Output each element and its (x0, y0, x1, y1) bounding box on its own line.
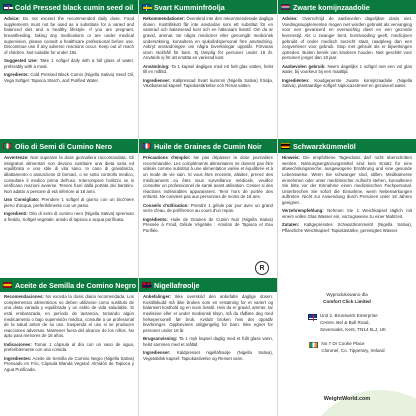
ingredients-label: Ingredients: (4, 71, 29, 77)
uk-flag-icon (308, 314, 317, 320)
advice-text: Ne pas dépasser la dose journalière recommandée. Les compléments alimentaires ne doivent pas être utilisés comme substitut à une alimentation variée et équilibrée et à un mode de vie sain. Si vous êtes enceinte, allaitez, prenez des médicaments ou êtes sous surveillance médicale, veuillez consulter un professionnel de santé avant utilisation. Cesser si des réactions indésirables apparaissent. Tenir hors de portée des enfants. Ne convient pas aux personnes de moins de 18 ans. (143, 155, 274, 200)
usage-text: Take 1 softgel daily with a full glass of water, preferably with a meal. (4, 58, 134, 69)
section-dutch (278, 0, 416, 91)
netherlands-flag-icon (281, 4, 290, 10)
sweden-flag-icon (142, 4, 151, 10)
advice-text: Överskrid inte den rekommenderade dagliga dosen. Kosttillskott får inte användas som ett substitut för en varierad och balanserad kost och en hälsosam livsstil. Om du är gravid, ammar, tar några mediciner eller genomgår medicinsk undersökning, konsultera en sjukvårdspersonal före användning. Avbryt användningen om några biverkningar uppstår. Förvaras utom räckhåll för barn. Ej lämplig för personer under 18 år. Används ej för att ersätta en varierad kost. (143, 16, 273, 61)
advice-text: Overschrijd de aanbevolen dagelijkse dosis niet. Voedingssupplementen mogen niet worden gebruikt als vervanging voor een gevarieerd en evenwichtig dieet en een gezonde levensstijl. Als u zwanger bent, borstvoeding geeft, medicijnen gebruikt of onder medisch toezicht staat, raadpleeg dan een zorgverlener voor gebruik. Stop met gebruik als er bijwerkingen optreden. Buiten bereik van kinderen houden. Niet geschikt voor personen jonger dan 18 jaar. (282, 16, 412, 61)
advice-label: Anbefalinger: (143, 294, 171, 299)
section-body (139, 292, 277, 361)
ingredients-label: Zutaten: (282, 222, 300, 228)
section-header (0, 278, 138, 292)
ingredients-label: Ingredientes: (4, 355, 32, 361)
ingredients-label: Ingredienti: (4, 210, 28, 216)
ingredients-text: Kaltgepresstes Schwarzkümmelöl (Nigella Sativa), Pflanzliche Weichkapsel: Tapiokastärke, gereinigtes Wasser. (282, 222, 412, 233)
manufacturer-caption: Wyprodukowano dla (326, 292, 368, 297)
address-line: Sevenoaks, Kent, TN14 5LJ, UK (319, 326, 387, 332)
advice-label: Recomendaciones: (4, 294, 44, 299)
usage-text: Neem dagelijks 1 softgel met een vol glas water, bij voorkeur bij een maaltijd. (282, 63, 412, 75)
italy-flag-icon (3, 143, 12, 149)
section-body (0, 292, 138, 373)
section-german (278, 139, 416, 236)
usage-label: Verzehrempfehlung: (282, 208, 324, 214)
ingredients-label: Ingredienser: (143, 77, 171, 83)
section-header (139, 0, 277, 14)
ingredients-label: Ingredienser: (143, 349, 171, 355)
section-body (139, 153, 277, 234)
usage-text: Ta 1 kapsel dagligen med ett helt glas vatten, helst till en måltid. (143, 63, 273, 75)
section-header (0, 139, 138, 153)
section-norwegian (139, 278, 277, 364)
usage-text: Ta 1 myk kapsel daglig med et fullt glass vann, helst sammen med et måltid. (143, 336, 273, 347)
section-italian (0, 139, 138, 225)
advice-text: Non superare la dose giornaliera raccomandata. Gli integratori alimentari non devono sostituire una dieta varia ed equilibrata e uno stile di vita sano. In caso di gravidanza, allattamento o assunzione di farmaci, o se sotto controllo medico, consultare il medico prima dell'uso. Interrompere l'utilizzo se si verificano reazioni avverse. Tenere fuori dalla portata dei bambini. Non adatto a persone di età inferiore ai 18 anni. (4, 155, 134, 194)
ireland-address (278, 341, 416, 354)
usage-text: Prendre 1 gélule par jour avec un grand verre d'eau, de préférence au cours d'un repas. (143, 202, 273, 214)
advice-label: Rekommendationer: (143, 16, 185, 21)
address-line: Unit 2, Brunswick Enterprise (319, 313, 378, 319)
section-body (0, 153, 138, 222)
address-line: Centre, Bel & Bull Road, (319, 319, 370, 325)
usage-label: Conseils d'utilisation: (143, 202, 189, 208)
manufacturer-contact (278, 278, 416, 416)
advice-text: Die empfohlene Tagesdosis darf nicht überschritten werden. Nahrungsergänzungsmittel sind kein Ersatz für eine abwechslungsreiche, ausgewogene Ernährung und eine gesunde Lebensweise. Wenn Sie schwanger sind, stillen, Medikamente einnehmen oder unter medizinischer Aufsicht stehen, konsultieren Sie bitte vor der Einnahme einen medizinischen Fachpersonal. Unterbrechen Sie sofort die Einnahme, wenn Nebenwirkungen auftreten. Nicht zur Anwendung durch Personen unter 18 Jahren geeignet. (282, 155, 412, 206)
usage-label: Suggested Use: (4, 58, 38, 64)
section-title: Zwarte komijnzaadolie (293, 2, 370, 12)
ingredients-text: Kallpressad Svart kummin (Nigella Sativa) fröolja, Växtbaserad kapsel: Tapiokastärkelse och Renat vatten. (143, 77, 273, 89)
usage-label: Uso Consigliato: (4, 197, 40, 203)
section-body (0, 14, 138, 83)
ingredients-text: Kaldpresset nigellafrøolje (Nigella Sativa), Vegetabilsk kapsel: Tapiokastivelse og Renset vann. (143, 349, 273, 361)
section-body (278, 153, 416, 234)
advice-text: No exceda la dosis diaria recomendada. Los complementos alimenticios no deben utilizarse como sustituto de una dieta variada y equilibrada y un estilo de vida saludable. Si está embarazada, en período de lactancia, tomando algún medicamento o bajo supervisión médica, consulte a un profesional de la salud antes de su uso. Suspenda el uso si se producen reacciones adversas. Mantener fuera del alcance de los niños. No apto para menores de 18 años. (4, 294, 134, 339)
advice-text: Ikke overskrid den anbefalte daglige dosen. Kosttilskudd må ikke brukes som en erstatning for et variert og balansert kosthold og en sunn livsstil. Hvis du er gravid, ammer, tar medisiner eller er under medisinsk tilsyn, må du rådføre deg med helsepersonell før bruk. Avslutt bruken hvis det oppstår bivirkninger. Oppbevares utilgjengelig for barn. Ikke egnet for personer under 18 år. (143, 294, 273, 333)
ireland-flag-icon (309, 342, 318, 348)
usage-text: Tomar 1 cápsula al día con un vaso de agua, preferiblemente con una comida. (4, 341, 134, 353)
uk-address (278, 313, 416, 333)
advice-label: Hinweis: (282, 155, 300, 160)
usage-text: Nehmen Sie 1 Weichkapsel täglich mit einem vollen Glas Wasser ein, vorzugsweise zu einer Mahlzeit. (282, 208, 412, 219)
badge-letter: R (259, 264, 265, 272)
section-title: Schwarzkümmelöl (293, 141, 356, 151)
advice-label: Précautions d'emploi: (143, 155, 191, 160)
section-title: Nigellafrøolje (154, 280, 200, 290)
section-header (139, 278, 277, 292)
usage-label: Aanbevolen gebruik: (282, 63, 326, 69)
section-title: Huile de Graines de Cumin Noir (154, 141, 262, 151)
usage-label: Användning: (143, 63, 170, 69)
ingredients-text: Koudgeperste zwarte komijnzaadolie (Nigella Sativa), plantaardige softgel: tapiocazetmeel en gezuiverd water. (282, 77, 412, 89)
spain-flag-icon (3, 282, 12, 288)
usage-label: Indicaciones: (4, 341, 32, 347)
section-body (139, 14, 277, 89)
company-name: Comfort Click Limited (323, 298, 371, 304)
norway-flag-icon (142, 282, 151, 288)
section-header (278, 0, 416, 14)
germany-flag-icon (281, 143, 290, 149)
address-line: No 7 Dr Cooke Place (321, 341, 365, 347)
section-spanish (0, 278, 138, 375)
advice-label: Avvertenze: (4, 155, 29, 160)
ingredients-label: Ingrediënten: (282, 77, 310, 83)
section-swedish (139, 0, 277, 91)
section-french (139, 139, 277, 278)
usage-text: Prendere 1 softgel al giorno con un bicchiere pieno d'acqua, preferibilmente con un pasto. (4, 197, 134, 208)
section-header (0, 0, 138, 14)
recycling-badge-icon (255, 261, 269, 275)
website-link[interactable]: WeightWorld.com (323, 396, 371, 402)
section-title: Olio di Semi di Cumino Nero (15, 141, 113, 151)
france-flag-icon (142, 143, 151, 149)
ingredients-text: Aceite de Semilla de Comino Negro (Nigella Sativa) Prensado en Frío, Cápsula Blanda Vegetal: Almidón de Tapioca y Agua Purificada. (4, 355, 134, 372)
section-title: Cold Pressed black cumin seed oil (15, 2, 134, 12)
advice-text: Do not exceed the recommended daily dose. Food supplements must not be used as a substitute for a varied and balanced diet and a healthy lifestyle. If you are pregnant, breastfeeding, taking any medications or are under medical supervision, please consult a healthcare professional before use. Discontinue use if any adverse reactions occur. Keep out of reach of children. Not suitable for under 18s. (4, 16, 134, 55)
address-line: Clonmel, Co. Tipperary, Ireland (321, 347, 385, 353)
section-title: Aceite de Semilla de Comino Negro (15, 280, 137, 290)
uk-flag-icon (3, 4, 12, 10)
section-body (278, 14, 416, 89)
section-title: Svart Kumminfröolja (154, 2, 225, 12)
ingredients-text: Cold Pressed Black Cumin (Nigella Sativa) Seed Oil, Vega Softgel: Tapioca Starch, and Purified Water. (4, 71, 134, 83)
section-english (0, 0, 138, 86)
advice-label: Advies: (282, 16, 298, 21)
section-header (139, 139, 277, 153)
section-header (278, 139, 416, 153)
advice-label: Advice: (4, 16, 20, 21)
ingredients-text: Olio di semi di cumino nero (Nigella Sativa) spremuto a freddo, Softgel vegetale: amido di tapioca e acqua purificata. (4, 210, 134, 222)
usage-label: Brugsanvisning: (143, 336, 178, 342)
ingredients-text: Huile de Graines de Cumin Noir (Nigella Sativa) Pressée à Froid, Gélule Végétale : Amidon de Tapioca et Eau Purifiée. (143, 216, 273, 233)
ingredients-label: Ingrédients: (143, 216, 168, 222)
